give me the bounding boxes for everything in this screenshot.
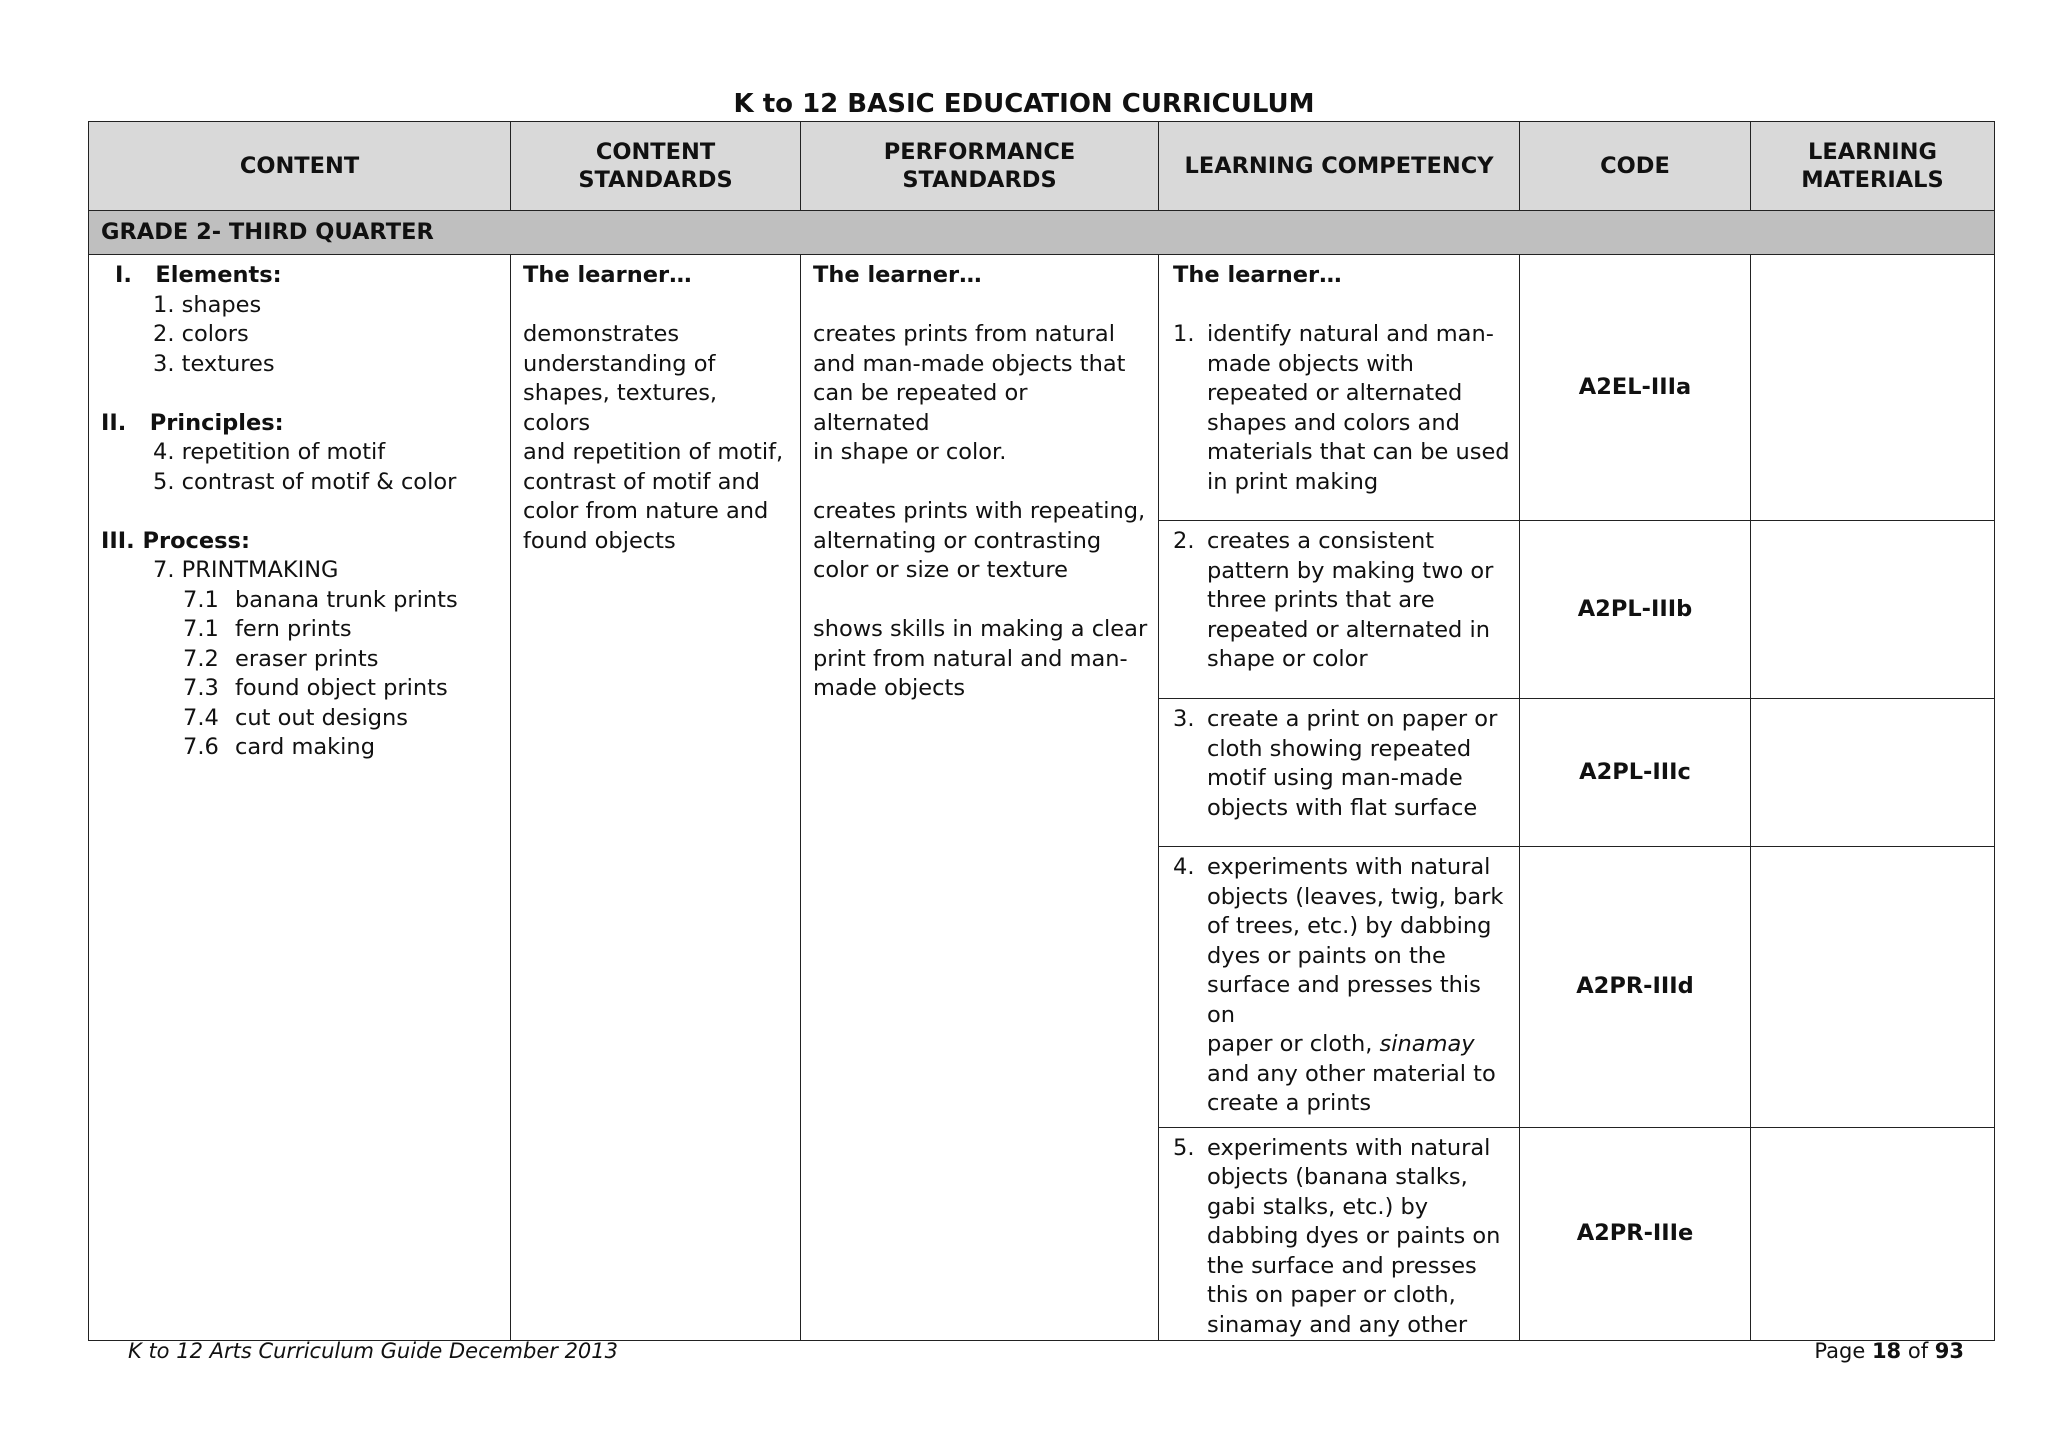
header-code: CODE: [1520, 122, 1751, 211]
competency-cell: 4. experiments with natural objects (leaves, twig, bark of trees, etc.) by dabbing dyes or paints on the surface and presses this on paper or cloth, sinamay and any other material to create a prints: [1159, 847, 1520, 1128]
list-item: 7.4 cut out designs: [183, 704, 408, 731]
quarter-label: GRADE 2- THIRD QUARTER: [89, 211, 1995, 255]
code-cell: A2PR-IIId: [1520, 847, 1751, 1128]
materials-cell: [1751, 1127, 1995, 1341]
list-item: 2. colors: [153, 321, 249, 347]
code-cell: A2PL-IIIb: [1520, 521, 1751, 699]
list-item: 7. PRINTMAKING: [153, 557, 339, 583]
competency-cell: 3. create a print on paper or cloth showing repeated motif using man-made objects with flat surface: [1159, 699, 1520, 847]
header-learning-materials: LEARNING MATERIALS: [1751, 122, 1995, 211]
competency-cell: 5. experiments with natural objects (banana stalks, gabi stalks, etc.) by dabbing dyes or paints on the surface and presses this on paper or cloth, sinamay and any other: [1159, 1127, 1520, 1341]
list-item: 3. textures: [153, 350, 275, 377]
code-cell: A2EL-IIIa: [1520, 255, 1751, 521]
list-item: 7.1 banana trunk prints: [183, 586, 458, 613]
document-title: K to 12 BASIC EDUCATION CURRICULUM: [733, 89, 1315, 119]
table-row: [89, 255, 1995, 521]
list-item: 7.1 fern prints: [183, 616, 352, 642]
learner-lead: The learner…: [523, 262, 692, 288]
learner-lead: The learner…: [813, 262, 982, 288]
code-cell: A2PR-IIIe: [1520, 1127, 1751, 1341]
header-learning-competency: LEARNING COMPETENCY: [1159, 122, 1520, 211]
materials-cell: [1751, 255, 1995, 521]
content-standards-cell: The learner… demonstrates understanding of shapes, textures, colors and repetition of motif, contrast of motif and color from nature and found objects: [511, 255, 801, 1341]
curriculum-table: [88, 121, 1995, 1341]
header-content-standards: CONTENT STANDARDS: [511, 122, 801, 211]
quarter-row: [89, 211, 1995, 255]
code-cell: A2PL-IIIc: [1520, 699, 1751, 847]
list-item: 1. shapes: [153, 291, 262, 318]
process-heading: III. Process:: [101, 527, 250, 554]
page-number: Page 18 of 93: [1814, 1339, 1964, 1363]
list-item: 7.2 eraser prints: [183, 645, 379, 672]
content-cell: [89, 255, 511, 1341]
materials-cell: [1751, 847, 1995, 1128]
header-performance-standards: PERFORMANCE STANDARDS: [801, 122, 1159, 211]
list-item: 7.3 found object prints: [183, 675, 448, 701]
materials-cell: [1751, 521, 1995, 699]
list-item: 5. contrast of motif & color: [153, 468, 457, 495]
list-item: 7.6 card making: [183, 734, 375, 760]
footer-guide-title: K to 12 Arts Curriculum Guide December 2013: [128, 1339, 619, 1363]
competency-cell: 2. creates a consistent pattern by making two or three prints that are repeated or alternated in shape or color: [1159, 521, 1520, 699]
header-row: [89, 122, 1995, 211]
performance-standards-cell: The learner… creates prints from natural and man-made objects that can be repeated or alternated in shape or color. creates prints with repeating, alternating or contrasting color or size or texture shows skills in making a clear print from natural and man- made objects: [801, 255, 1159, 1341]
principles-heading: II. Principles:: [101, 409, 284, 436]
learner-lead: The learner…: [1173, 262, 1342, 288]
header-content: CONTENT: [89, 122, 511, 211]
materials-cell: [1751, 699, 1995, 847]
competency-cell: The learner… 1. identify natural and man- made objects with repeated or alternated shapes and colors and materials that can be used in print making: [1159, 255, 1520, 521]
elements-heading: I. Elements:: [115, 262, 282, 288]
list-item: 4. repetition of motif: [153, 439, 386, 465]
